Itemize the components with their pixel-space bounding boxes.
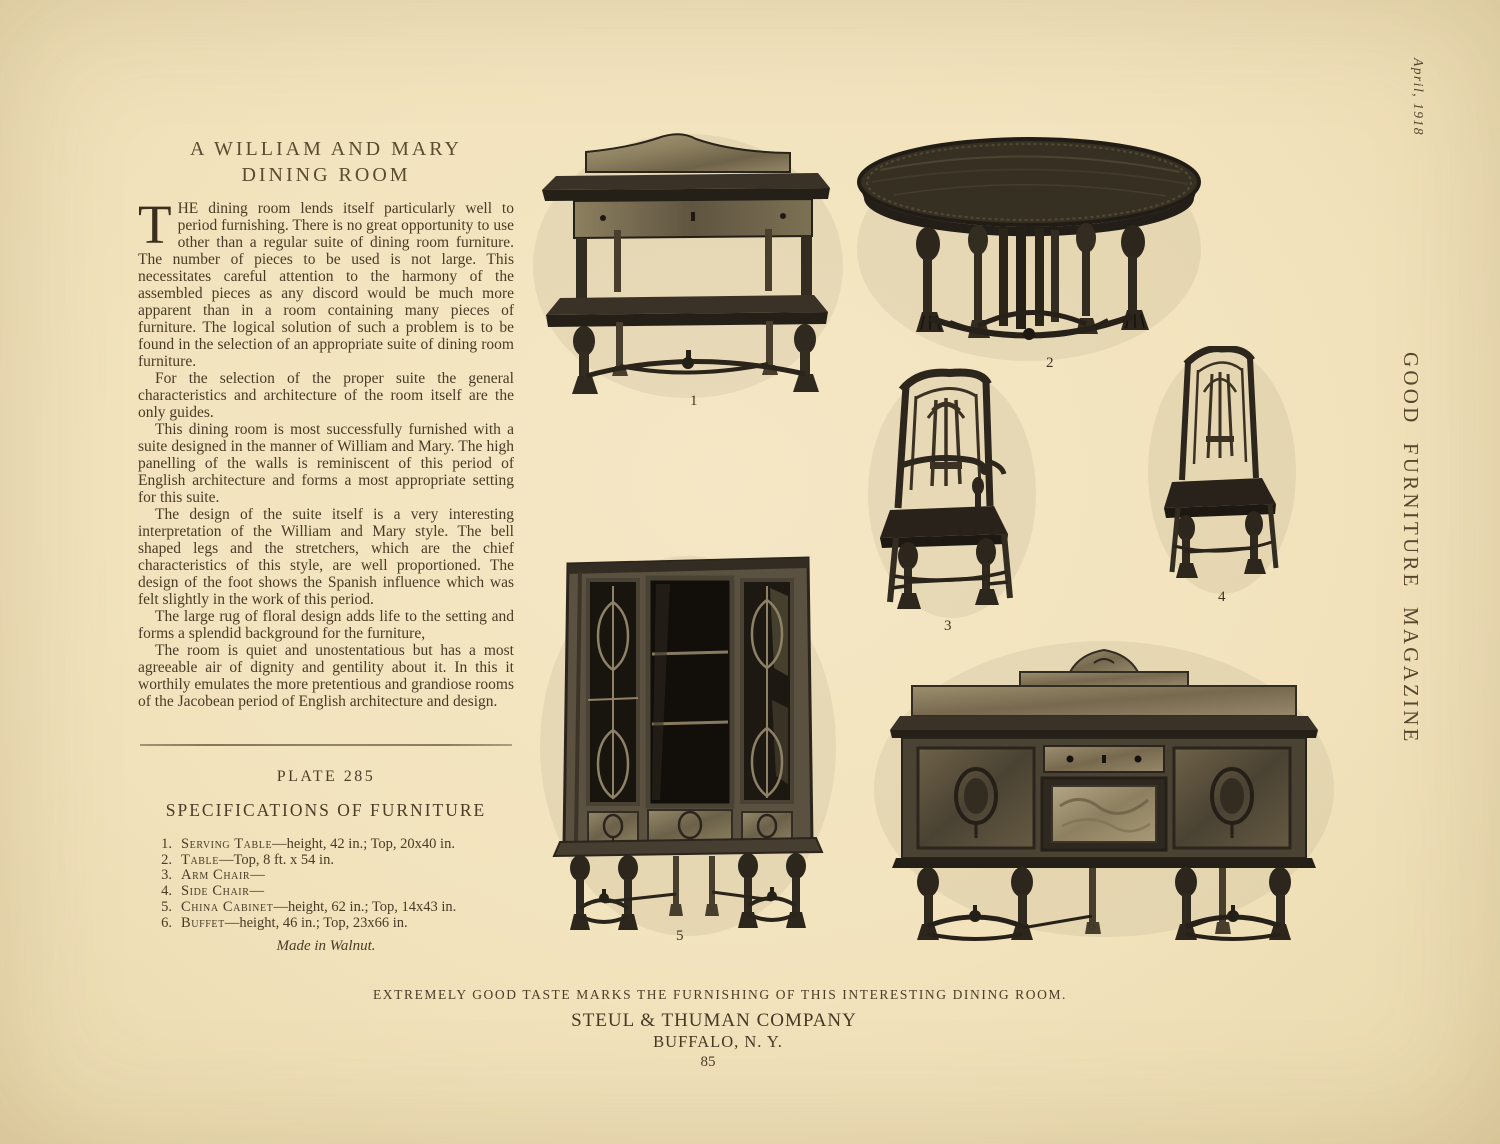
spec-item-number: 3.: [161, 867, 172, 884]
spec-item-details: —height, 46 in.; Top, 23x66 in.: [224, 914, 408, 931]
spec-item-table: [150, 853, 540, 869]
footer-city: BUFFALO, N. Y.: [653, 1032, 783, 1051]
figure-6-number: 6: [1088, 918, 1096, 934]
material-note: Made in Walnut.: [276, 938, 376, 954]
spec-item-details: —height, 42 in.; Top, 20x40 in.: [272, 836, 455, 852]
plate-label: PLATE 285: [276, 768, 376, 785]
article-paragraph: The design of the suite itself is a very interesting interpretation of the William and Mary style. The bell shaped legs and the stretchers, which are the chief characteristics of this style, are well proportioned. The design of the foot shows the Spanish influence which was felt slightly in the work of this period.: [138, 506, 514, 608]
footer-company: STEUL & THUMAN COMPANY: [571, 1010, 857, 1031]
spec-item-number: 5.: [161, 898, 172, 915]
arm-chair-figure: [866, 366, 1038, 622]
arm-chair-illustration: [866, 366, 1038, 622]
dining-table-illustration: [850, 132, 1208, 367]
article-body: [138, 194, 514, 710]
spec-item-side-chair: [150, 884, 540, 900]
spec-item-details: —: [249, 883, 264, 900]
spec-item-details: —Top, 8 ft. x 54 in.: [218, 851, 334, 868]
article-title: [138, 136, 514, 188]
magazine-title: GOOD FURNITURE MAGAZINE: [1399, 352, 1423, 745]
drop-cap: T: [138, 194, 172, 255]
spec-item-arm-chair: [150, 868, 540, 884]
spec-item-name: Table: [181, 851, 219, 868]
spec-item-buffet: [150, 916, 540, 932]
spec-item-number: 6.: [161, 914, 172, 931]
article-title-line1: A WILLIAM AND MARY: [190, 138, 462, 160]
page-number: 85: [700, 1054, 716, 1070]
china-cabinet-illustration: [536, 550, 840, 942]
buffet-illustration: [870, 636, 1338, 942]
spec-item-name: Serving Table: [181, 836, 273, 852]
section-divider-rule: [140, 744, 512, 746]
figure-2-number: 2: [1046, 355, 1054, 371]
serving-table-illustration: [528, 126, 846, 408]
spec-item-china-cabinet: [150, 900, 540, 916]
spec-item-name: Side Chair: [181, 883, 250, 900]
article-paragraph: For the selection of the proper suite the general characteristics and architecture of the room itself are the only guides.: [138, 370, 514, 421]
spec-item-name: Buffet: [181, 914, 225, 931]
spec-item-name: China Cabinet: [181, 898, 274, 915]
issue-date: April, 1918: [1411, 58, 1426, 137]
spec-item-details: —height, 62 in.; Top, 14x43 in.: [273, 898, 457, 915]
side-chair-figure: [1146, 346, 1298, 598]
footer-caption: EXTREMELY GOOD TASTE MARKS THE FURNISHING OF THIS INTERESTING DINING ROOM.: [372, 987, 1068, 1002]
figure-3-number: 3: [944, 618, 952, 634]
figure-5-number: 5: [676, 928, 684, 944]
article-paragraph: [138, 194, 514, 370]
spec-item-serving-table: [150, 837, 540, 853]
spec-item-number: 2.: [161, 851, 172, 868]
spec-item-number: 1.: [161, 836, 172, 852]
figure-1-number: 1: [690, 393, 698, 409]
article-paragraph: The large rug of floral design adds life to the setting and forms a splendid background for the furniture,: [138, 608, 514, 642]
spec-item-number: 4.: [161, 883, 172, 900]
specifications-heading: SPECIFICATIONS OF FURNITURE: [165, 800, 487, 820]
dining-table-figure: [850, 132, 1208, 367]
serving-table-figure: [528, 126, 846, 408]
article-paragraph: This dining room is most successfully furnished with a suite designed in the manner of William and Mary. The high panelling of the walls is reminiscent of this period of English architecture and forms a most appropriate setting for this suite.: [138, 421, 514, 506]
side-chair-illustration: [1146, 346, 1298, 598]
figure-4-number: 4: [1218, 589, 1226, 605]
article-paragraph-text: HE dining room lends itself particularly well to period furnishing. There is no great opportunity to use other than a regular suite of dining room furniture. The number of pieces to be used is not large. This necessitates careful attention to the harmony of the assembled pieces as any discord would be much more apparent than in a room containing many pieces of furniture. The logical solution of such a problem is to be found in the selection of an appropriate suite of dining room furniture.: [138, 200, 514, 370]
specifications-list: [150, 837, 540, 931]
spec-item-details: —: [250, 867, 265, 884]
buffet-figure: [870, 636, 1338, 942]
article-title-line2: DINING ROOM: [241, 164, 411, 186]
spec-item-name: Arm Chair: [181, 867, 251, 884]
china-cabinet-figure: [536, 550, 840, 942]
article-paragraph: The room is quiet and unostentatious but has a most agreeable air of dignity and gentility about it. In this it worthily emulates the more pretentious and grandiose rooms of the Jacobean period of English architecture and design.: [138, 642, 514, 710]
